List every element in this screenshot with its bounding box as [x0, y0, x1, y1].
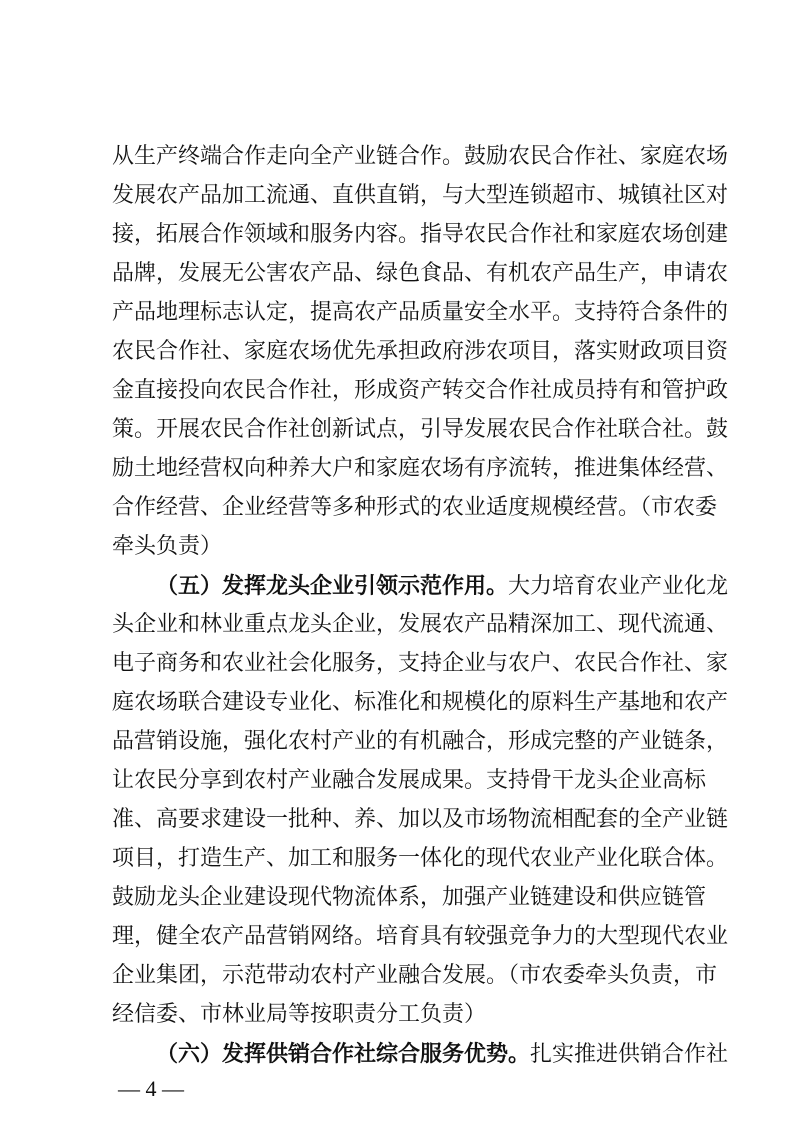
body-line: 理，健全农产品营销网络。培育具有较强竞争力的大型现代农业 [112, 924, 729, 949]
body-line: 金直接投向农民合作社，形成资产转交合作社成员持有和管护政 [112, 378, 729, 403]
body-line: 鼓励龙头企业建设现代物流体系，加强产业链建设和供应链管 [112, 885, 707, 910]
body-line: 电子商务和农业社会化服务，支持企业与农户、农民合作社、家 [112, 651, 729, 676]
body-line: 策。开展农民合作社创新试点，引导发展农民合作社联合社。鼓 [112, 417, 729, 442]
section-5-heading: （五）发挥龙头企业引领示范作用。 [156, 573, 509, 599]
body-line: 企业集团，示范带动农村产业融合发展。（市农委牵头负责，市 [112, 963, 718, 988]
body-line: 头企业和林业重点龙头企业，发展农产品精深加工、现代流通、 [112, 612, 729, 637]
body-line: 经信委、市林业局等按职责分工负责） [112, 1002, 487, 1027]
body-line: 品营销设施，强化农村产业的有机融合，形成完整的产业链条， [112, 729, 729, 754]
body-line: 让农民分享到农村产业融合发展成果。支持骨干龙头企业高标 [112, 768, 707, 793]
body-line: 项目，打造生产、加工和服务一体化的现代农业产业化联合体。 [112, 846, 729, 871]
body-line: 农民合作社、家庭农场优先承担政府涉农项目，落实财政项目资 [112, 339, 729, 364]
section-5-first-line [156, 568, 729, 604]
body-line: 发展农产品加工流通、直供直销，与大型连锁超市、城镇社区对 [112, 183, 729, 208]
page-number: — 4 — [118, 1076, 184, 1101]
body-line: 庭农场联合建设专业化、标准化和规模化的原料生产基地和农产 [112, 690, 729, 715]
section-6-heading: （六）发挥供销合作社综合服务优势。 [156, 1041, 531, 1067]
body-line: 产品地理标志认定，提高农产品质量安全水平。支持符合条件的 [112, 300, 729, 325]
section-6-first-line-text: 扎实推进供销合作社 [530, 1042, 729, 1067]
body-line: 励土地经营权向种养大户和家庭农场有序流转，推进集体经营、 [112, 456, 729, 481]
body-line: 品牌，发展无公害农产品、绿色食品、有机农产品生产，申请农 [112, 261, 729, 286]
section-5-first-line-text: 大力培育农业产业化龙 [508, 574, 729, 599]
body-line: 合作经营、企业经营等多种形式的农业适度规模经营。（市农委 [112, 495, 718, 520]
body-line: 准、高要求建设一批种、养、加以及市场物流相配套的全产业链 [112, 807, 729, 832]
body-line: 从生产终端合作走向全产业链合作。鼓励农民合作社、家庭农场 [112, 144, 729, 169]
body-line: 接，拓展合作领域和服务内容。指导农民合作社和家庭农场创建 [112, 222, 729, 247]
section-6-first-line [156, 1036, 729, 1072]
body-line: 牵头负责） [112, 534, 223, 559]
